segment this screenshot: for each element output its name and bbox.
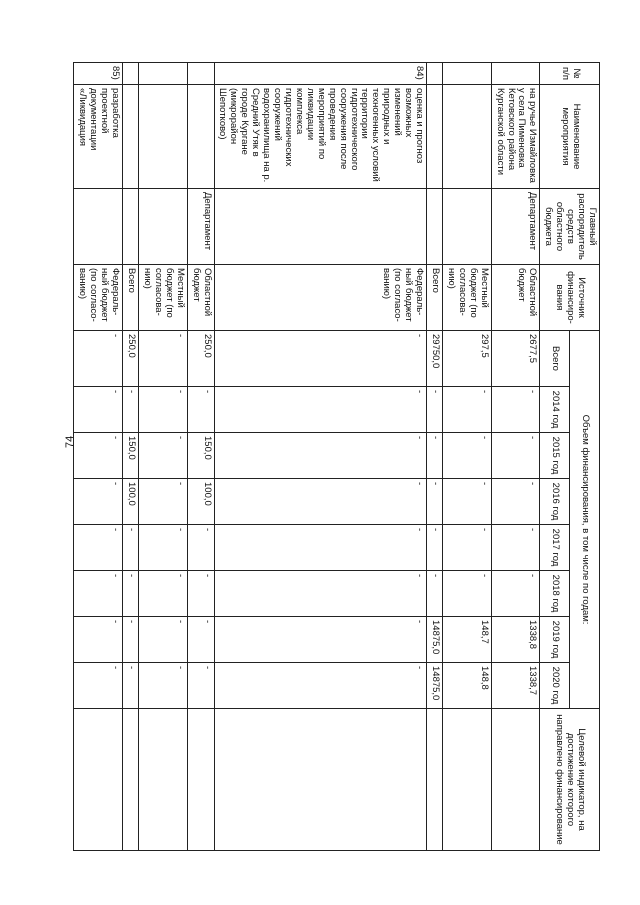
row-total-cell: 29750,0	[427, 331, 443, 387]
row-source-cell: Областной бюджет	[187, 265, 214, 331]
row-year-cell: -	[214, 433, 427, 479]
row-year-cell: -	[491, 433, 540, 479]
row-manager-cell	[74, 189, 123, 265]
row-manager-cell	[443, 189, 492, 265]
row-source-cell: Всего	[123, 265, 139, 331]
header-num: № п/п	[540, 63, 600, 85]
row-indicator-cell	[139, 709, 188, 851]
row-source-cell: Местный бюджет (по согласова-нию)	[443, 265, 492, 331]
row-year-cell: -	[139, 525, 188, 571]
row-source-cell: Областной бюджет	[491, 265, 540, 331]
table-row	[491, 63, 540, 851]
header-year: 2019 год	[540, 617, 570, 663]
row-source-cell: Федераль-ный бюджет (по согласо-ванию)	[74, 265, 123, 331]
row-indicator-cell	[491, 709, 540, 851]
row-year-cell: -	[74, 433, 123, 479]
row-year-cell: -	[427, 525, 443, 571]
row-year-cell: 14875,0	[427, 617, 443, 663]
row-num-cell	[123, 63, 139, 85]
row-year-cell: 1338,8	[491, 617, 540, 663]
row-name-cell	[187, 85, 214, 189]
table-row	[443, 63, 492, 851]
row-year-cell: 100,0	[123, 479, 139, 525]
row-name-cell	[427, 85, 443, 189]
table-row	[123, 63, 139, 851]
row-year-cell: -	[187, 571, 214, 617]
row-total-cell: -	[139, 331, 188, 387]
table-row	[74, 63, 123, 851]
row-name-cell: оценка и прогноз возможных изменений природных и техногенных условий территории гидротехнического сооружения после проведения мероприятий по ликвидации комплекса гидротехнических сооружений водохранилища на р. Средний Утяк в городе Кургане (микрорайон Шепотково)	[214, 85, 427, 189]
row-source-cell: Всего	[427, 265, 443, 331]
header-total: Всего	[540, 331, 570, 387]
row-source-cell: Федераль-ный бюджет (по согласо-ванию)	[214, 265, 427, 331]
row-year-cell: 100,0	[187, 479, 214, 525]
row-year-cell: -	[491, 479, 540, 525]
row-year-cell: -	[214, 617, 427, 663]
row-indicator-cell	[427, 709, 443, 851]
row-manager-cell	[214, 189, 427, 265]
row-total-cell: 297,5	[443, 331, 492, 387]
row-num-cell	[187, 63, 214, 85]
financing-table-sheet	[77, 62, 600, 850]
header-year: 2016 год	[540, 479, 570, 525]
row-indicator-cell	[443, 709, 492, 851]
header-name: Наименование мероприятия	[540, 85, 600, 189]
row-year-cell: -	[443, 387, 492, 433]
row-year-cell: -	[214, 387, 427, 433]
row-num-cell	[443, 63, 492, 85]
row-num-cell	[139, 63, 188, 85]
row-year-cell: -	[443, 571, 492, 617]
row-year-cell: -	[123, 387, 139, 433]
row-name-cell	[139, 85, 188, 189]
financing-table	[73, 62, 600, 851]
row-manager-cell: Департамент	[187, 189, 214, 265]
row-year-cell: -	[443, 479, 492, 525]
row-total-cell: 250,0	[123, 331, 139, 387]
row-indicator-cell	[214, 709, 427, 851]
header-year: 2015 год	[540, 433, 570, 479]
row-indicator-cell	[123, 709, 139, 851]
row-manager-cell	[139, 189, 188, 265]
row-manager-cell: Департамент	[491, 189, 540, 265]
row-year-cell: -	[491, 571, 540, 617]
table-row	[139, 63, 188, 851]
header-source: Источник финансиро-вания	[540, 265, 600, 331]
page-number: 74	[64, 435, 76, 448]
row-year-cell: -	[139, 617, 188, 663]
row-year-cell: 148,8	[443, 663, 492, 709]
row-year-cell: -	[74, 387, 123, 433]
row-year-cell: -	[214, 571, 427, 617]
row-name-cell	[123, 85, 139, 189]
row-year-cell: -	[491, 387, 540, 433]
row-name-cell: на ручье Измайловка у села Пименовка Кетовского района Курганской области	[491, 85, 540, 189]
row-source-cell: Местный бюджет (по согласова-нию)	[139, 265, 188, 331]
row-year-cell: -	[214, 479, 427, 525]
row-year-cell: -	[427, 479, 443, 525]
row-year-cell: -	[74, 571, 123, 617]
row-year-cell: 150,0	[123, 433, 139, 479]
row-year-cell: -	[427, 571, 443, 617]
row-num-cell: 85)	[74, 63, 123, 85]
row-total-cell: 250,0	[187, 331, 214, 387]
row-year-cell: -	[123, 617, 139, 663]
row-name-cell	[443, 85, 492, 189]
row-year-cell: -	[427, 433, 443, 479]
row-year-cell: -	[74, 479, 123, 525]
row-total-cell: -	[214, 331, 427, 387]
row-name-cell: разработка проектной документации «Ликвидация	[74, 85, 123, 189]
row-year-cell: -	[123, 525, 139, 571]
row-total-cell: 2677,5	[491, 331, 540, 387]
row-year-cell: -	[139, 433, 188, 479]
row-year-cell: -	[491, 525, 540, 571]
row-num-cell	[491, 63, 540, 85]
row-year-cell: -	[187, 663, 214, 709]
row-manager-cell	[427, 189, 443, 265]
header-year: 2018 год	[540, 571, 570, 617]
row-year-cell: -	[443, 433, 492, 479]
row-year-cell: -	[187, 525, 214, 571]
row-year-cell: -	[123, 571, 139, 617]
row-year-cell: -	[187, 617, 214, 663]
row-year-cell: -	[187, 387, 214, 433]
row-year-cell: -	[139, 663, 188, 709]
row-year-cell: 150,0	[187, 433, 214, 479]
row-year-cell: 1338,7	[491, 663, 540, 709]
header-year: 2014 год	[540, 387, 570, 433]
header-volume: Объем финансирования, в том числе по годам:	[570, 331, 600, 709]
header-year: 2020 год	[540, 663, 570, 709]
row-year-cell: -	[139, 571, 188, 617]
row-num-cell	[427, 63, 443, 85]
row-year-cell: -	[74, 617, 123, 663]
row-manager-cell	[123, 189, 139, 265]
row-year-cell: -	[139, 479, 188, 525]
row-year-cell: -	[443, 525, 492, 571]
table-row	[214, 63, 427, 851]
row-year-cell: 148,7	[443, 617, 492, 663]
header-year: 2017 год	[540, 525, 570, 571]
table-row	[187, 63, 214, 851]
row-num-cell: 84)	[214, 63, 427, 85]
row-year-cell: 14875,0	[427, 663, 443, 709]
row-indicator-cell	[187, 709, 214, 851]
header-indicator: Целевой индикатор, на достижение которого направлено финансирование	[540, 709, 600, 851]
row-year-cell: -	[139, 387, 188, 433]
row-year-cell: -	[74, 663, 123, 709]
row-year-cell: -	[214, 663, 427, 709]
row-year-cell: -	[214, 525, 427, 571]
row-year-cell: -	[74, 525, 123, 571]
row-total-cell: -	[74, 331, 123, 387]
row-year-cell: -	[427, 387, 443, 433]
header-manager: Главный распорядитель средств областного бюджета	[540, 189, 600, 265]
table-row	[427, 63, 443, 851]
row-indicator-cell	[74, 709, 123, 851]
row-year-cell: -	[123, 663, 139, 709]
